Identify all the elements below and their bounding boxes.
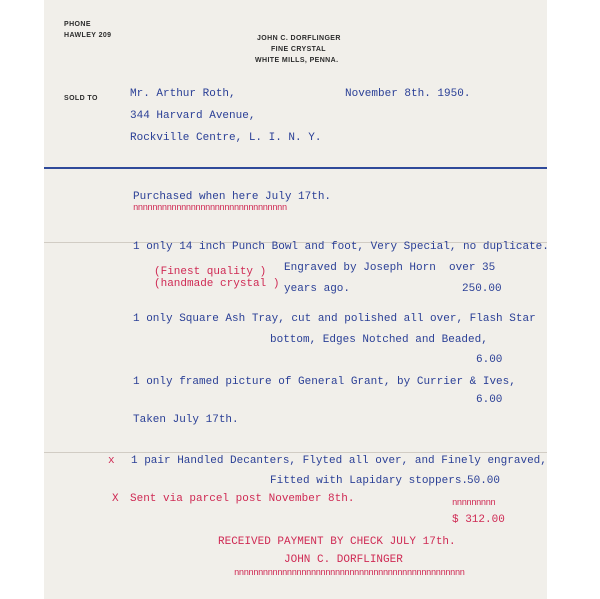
customer-name: Mr. Arthur Roth, <box>130 88 236 100</box>
quality-note-1: (Finest quality ) <box>154 266 267 278</box>
decanters-detail: Fitted with Lapidary stoppers. <box>270 475 469 487</box>
signature-underline: nnnnnnnnnnnnnnnnnnnnnnnnnnnnnnnnnnnnnnnnnnnnnnnn <box>234 568 465 578</box>
sold-to-label: SOLD TO <box>64 95 98 102</box>
payment-note: RECEIVED PAYMENT BY CHECK JULY 17th. <box>218 536 456 548</box>
item-ash-tray: 1 only Square Ash Tray, cut and polished all over, Flash Star <box>133 313 536 325</box>
phone-label: PHONE <box>64 21 91 28</box>
engraved-line: Engraved by Joseph Horn over 35 <box>284 262 496 274</box>
parcel-mark: X <box>112 493 119 505</box>
purchase-underline: nnnnnnnnnnnnnnnnnnnnnnnnnnnnnnnn <box>133 203 287 213</box>
parcel-underline: nnnnnnnnn <box>452 498 496 508</box>
phone-number: HAWLEY 209 <box>64 32 112 39</box>
ash-tray-detail: bottom, Edges Notched and Beaded, <box>270 334 488 346</box>
years-ago: years ago. <box>284 283 351 295</box>
header-rule <box>44 167 547 169</box>
item-decanters: 1 pair Handled Decanters, Flyted all over, and Finely engraved, <box>131 455 547 467</box>
company-tagline: FINE CRYSTAL <box>271 46 326 53</box>
decanters-mark: x <box>108 455 115 467</box>
invoice-paper <box>44 0 547 599</box>
punch-bowl-price: 250.00 <box>462 283 502 295</box>
parcel-note: Sent via parcel post November 8th. <box>130 493 355 505</box>
paper-fold-line <box>44 452 547 453</box>
company-location: WHITE MILLS, PENNA. <box>255 57 339 64</box>
purchase-note: Purchased when here July 17th. <box>133 191 332 203</box>
item-punch-bowl: 1 only 14 inch Punch Bowl and foot, Very Special, no duplicate. <box>133 241 549 253</box>
item-picture: 1 only framed picture of General Grant, by Currier & Ives, <box>133 376 516 388</box>
signature: JOHN C. DORFLINGER <box>284 554 403 566</box>
taken-note: Taken July 17th. <box>133 414 239 426</box>
invoice-date: November 8th. 1950. <box>345 88 471 100</box>
invoice-total: $ 312.00 <box>452 514 505 526</box>
picture-price: 6.00 <box>476 394 503 406</box>
customer-city: Rockville Centre, L. I. N. Y. <box>130 132 322 144</box>
company-name: JOHN C. DORFLINGER <box>257 35 341 42</box>
quality-note-2: (handmade crystal ) <box>154 278 280 290</box>
customer-street: 344 Harvard Avenue, <box>130 110 256 122</box>
decanters-price: 50.00 <box>467 475 501 487</box>
ash-tray-price: 6.00 <box>476 354 503 366</box>
